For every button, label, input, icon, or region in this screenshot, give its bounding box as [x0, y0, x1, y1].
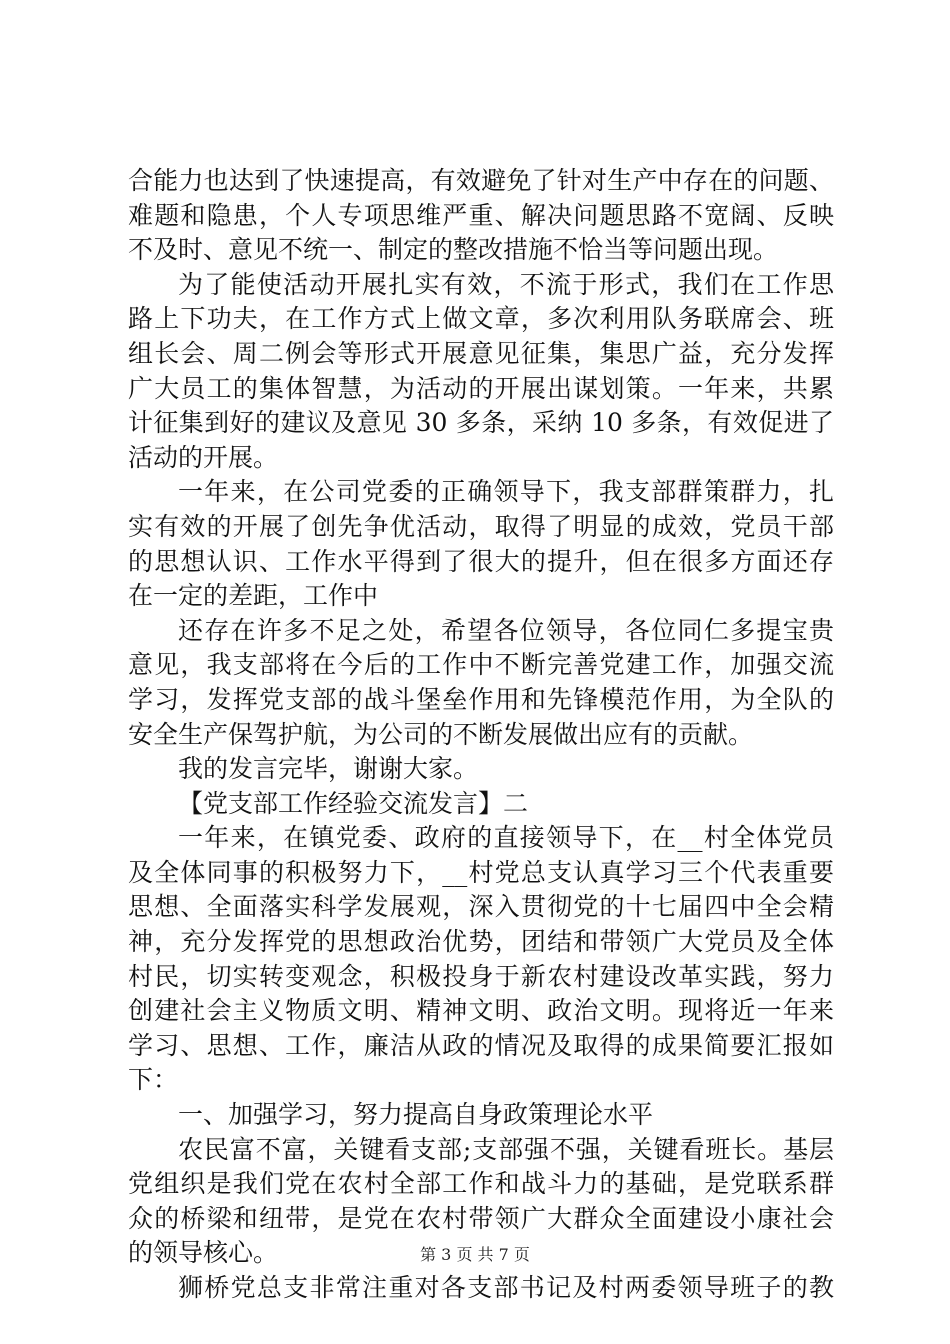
text-line: 农民富不富，关键看支部;支部强不强，关键看班长。基层	[178, 1134, 834, 1164]
text-line: 安全生产保驾护航，为公司的不断发展做出应有的贡献。	[128, 719, 754, 749]
text-line: 众的桥梁和纽带，是党在农村带领广大群众全面建设小康社会	[128, 1203, 834, 1233]
text-line: 路上下功夫，在工作方式上做文章，多次利用队务联席会、班	[128, 304, 834, 334]
text-line: 党组织是我们党在农村全部工作和战斗力的基础，是党联系群	[128, 1169, 834, 1199]
text-line: 的思想认识、工作水平得到了很大的提升，但在很多方面还存	[128, 546, 834, 576]
text-line: 组长会、周二例会等形式开展意见征集，集思广益，充分发挥	[128, 338, 834, 368]
text-line: 思想、全面落实科学发展观，深入贯彻党的十七届四中全会精	[128, 892, 834, 922]
text-line: 为了能使活动开展扎实有效，不流于形式，我们在工作思	[178, 269, 834, 299]
text-line: 及全体同事的积极努力下，__村党总支认真学习三个代表重要	[128, 857, 834, 887]
text-line: 我的发言完毕，谢谢大家。	[178, 754, 479, 784]
text-line: 一年来，在公司党委的正确领导下，我支部群策群力，扎	[178, 477, 834, 507]
text-line: 在一定的差距，工作中	[128, 581, 379, 611]
text-line: 的领导核心。	[128, 1238, 279, 1268]
document-body	[128, 164, 834, 1306]
text-line: 下：	[128, 1065, 179, 1095]
text-line: 神，充分发挥党的思想政治优势，团结和带领广大党员及全体	[128, 927, 834, 957]
text-line: 活动的开展。	[128, 442, 279, 472]
text-line: 实有效的开展了创先争优活动，取得了明显的成效，党员干部	[128, 511, 834, 541]
text-line: 【党支部工作经验交流发言】二	[178, 788, 529, 818]
text-line: 创建社会主义物质文明、精神文明、政治文明。现将近一年来	[128, 996, 834, 1026]
text-line: 村民，切实转变观念，积极投身于新农村建设改革实践，努力	[128, 961, 834, 991]
text-line: 狮桥党总支非常注重对各支部书记及村两委领导班子的教	[178, 1273, 834, 1302]
text-line: 还存在许多不足之处，希望各位领导，各位同仁多提宝贵	[178, 615, 834, 645]
text-line: 计征集到好的建议及意见 30 多条，采纳 10 多条，有效促进了	[128, 408, 834, 438]
text-line: 意见，我支部将在今后的工作中不断完善党建工作，加强交流	[128, 650, 834, 680]
text-line: 一年来，在镇党委、政府的直接领导下，在__村全体党员	[178, 823, 834, 853]
text-line: 难题和隐患，个人专项思维严重、解决问题思路不宽阔、反映	[128, 200, 834, 230]
text-line: 不及时、意见不统一、制定的整改措施不恰当等问题出现。	[128, 235, 779, 265]
text-line: 一、加强学习，努力提高自身政策理论水平	[178, 1100, 654, 1130]
text-line: 广大员工的集体智慧，为活动的开展出谋划策。一年来，共累	[128, 373, 834, 403]
text-line: 合能力也达到了快速提高，有效避免了针对生产中存在的问题、	[128, 166, 834, 195]
page-footer: 第 3 页 共 7 页	[420, 1245, 530, 1264]
text-line: 学习、思想、工作，廉洁从政的情况及取得的成果简要汇报如	[128, 1030, 834, 1060]
text-line: 学习，发挥党支部的战斗堡垒作用和先锋模范作用，为全队的	[128, 684, 834, 714]
